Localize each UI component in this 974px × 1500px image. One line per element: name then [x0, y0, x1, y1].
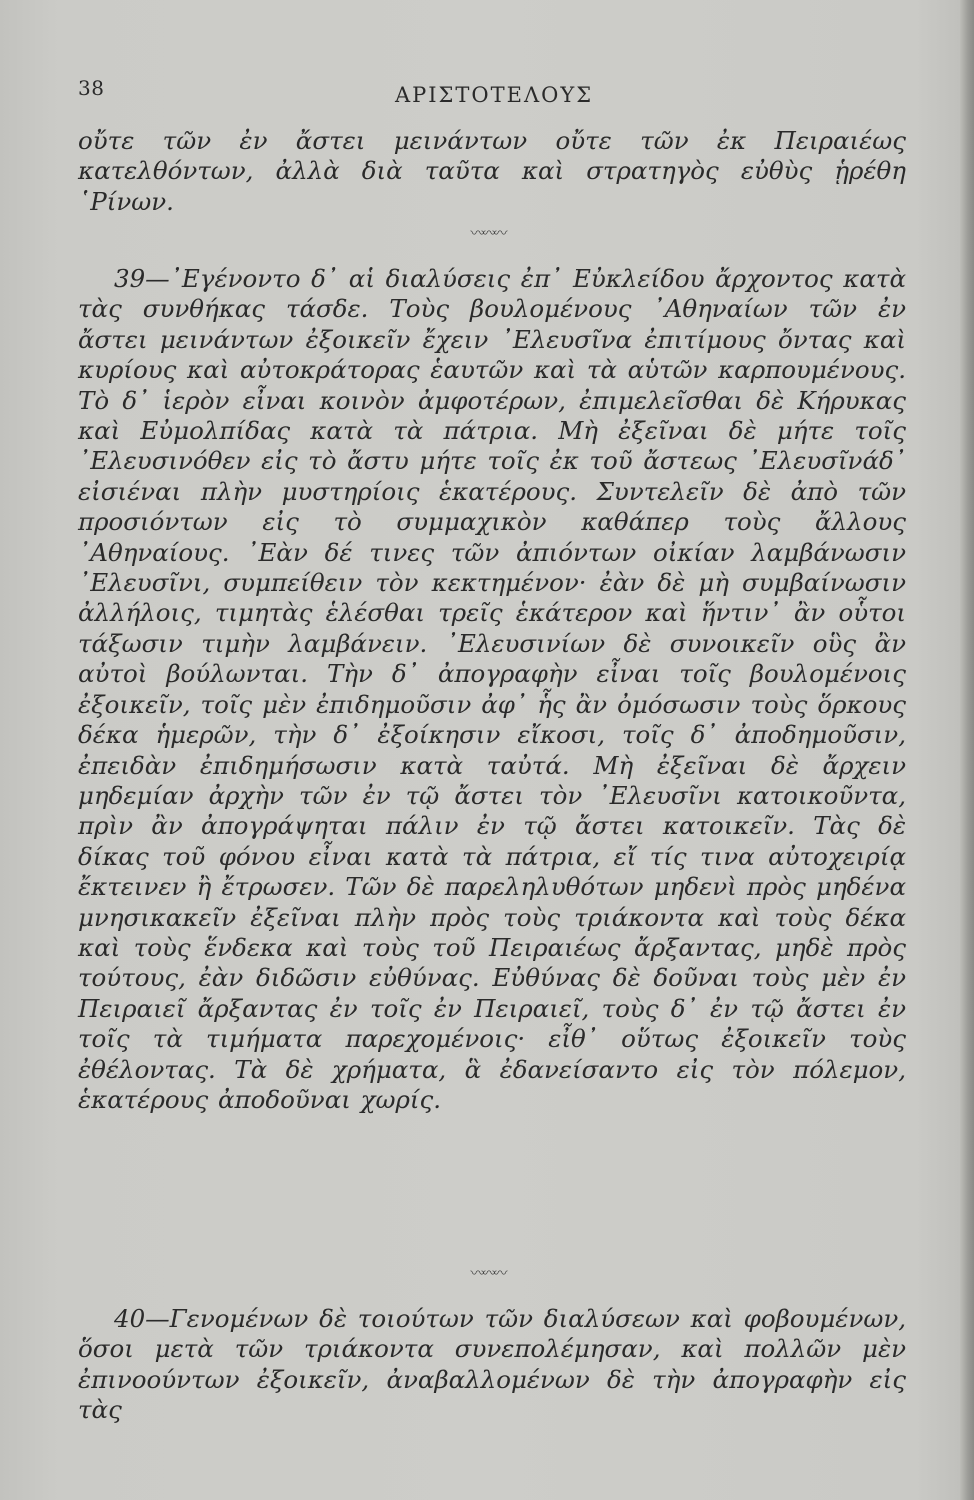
- paragraph-chapter-39: 39—᾿Εγένοντο δ᾿ αἱ διαλύσεις ἐπ᾿ Εὐκλείδου ἄρχοντος κατὰ τὰς συνθήκας τάσδε. Τοὺς βουλομένους ᾿Αθηναίων τῶν ἐν ἄστει μεινάντων ἐξοικεῖν ἔχειν ᾿Ελευσῖνα ἐπιτίμους ὄντας καὶ κυρίους καὶ αὐτοκράτορας ἑαυτῶν καὶ τὰ αὑτῶν καρπουμένους. Τὸ δ᾿ ἱερὸν εἶναι κοινὸν ἀμφοτέρων, ἐπιμελεῖσθαι δὲ Κήρυκας καὶ Εὐμολπίδας κατὰ τὰ πάτρια. Μὴ ἐξεῖναι δὲ μήτε τοῖς ᾿Ελευσινόθεν εἰς τὸ ἄστυ μήτε τοῖς ἐκ τοῦ ἄστεως ᾿Ελευσῖνάδ᾿ εἰσιέναι πλὴν μυστηρίοις ἑκατέρους. Συντελεῖν δὲ ἀπὸ τῶν προσιόντων εἰς τὸ συμμαχικὸν καθάπερ τοὺς ἄλλους ᾿Αθηναίους. ᾿Εὰν δέ τινες τῶν ἀπιόντων οἰκίαν λαμβάνωσιν ᾿Ελευσῖνι, συμπείθειν τὸν κεκτημένον· ἐὰν δὲ μὴ συμβαίνωσιν ἀλλήλοις, τιμητὰς ἑλέσθαι τρεῖς ἑκάτερον καὶ ἥντιν᾿ ἂν οὗτοι τάξωσιν τιμὴν λαμβάνειν. ᾿Ελευσινίων δὲ συνοικεῖν οὓς ἂν αὐτοὶ βούλωνται. Τὴν δ᾿ ἀπογραφὴν εἶναι τοῖς βουλομένοις ἐξοικεῖν, τοῖς μὲν ἐπιδημοῦσιν ἀφ᾿ ἧς ἂν ὀμόσωσιν τοὺς ὅρκους δέκα ἡμερῶν, τὴν δ᾿ ἐξοίκησιν εἴκοσι, τοῖς δ᾿ ἀποδημοῦσιν, ἐπειδὰν ἐπιδημήσωσιν κατὰ ταὐτά. Μὴ ἐξεῖναι δὲ ἄρχειν μηδεμίαν ἀρχὴν τῶν ἐν τῷ ἄστει τὸν ᾿Ελευσῖνι κατοικοῦντα, πρὶν ἂν ἀπογράψηται πάλιν ἐν τῷ ἄστει κατοικεῖν. Τὰς δὲ δίκας τοῦ φόνου εἶναι κατὰ τὰ πάτρια, εἴ τίς τινα αὐτοχειρίᾳ ἔκτεινεν ἢ ἔτρωσεν. Τῶν δὲ παρεληλυθότων μηδενὶ πρὸς μηδένα μνησικακεῖν ἐξεῖναι πλὴν πρὸς τοὺς τριάκοντα καὶ τοὺς δέκα καὶ τοὺς ἕνδεκα καὶ τοὺς τοῦ Πειραιέως ἄρξαντας, μηδὲ πρὸς τούτους, ἐὰν διδῶσιν εὐθύνας. Εὐθύνας δὲ δοῦναι τοὺς μὲν ἐν Πειραιεῖ ἄρξαντας ἐν τοῖς ἐν Πειραιεῖ, τοὺς δ᾿ ἐν τῷ ἄστει ἐν τοῖς τὰ τιμήματα παρεχομένοις· εἶθ᾿ οὕτως ἐξοικεῖν τοὺς ἐθέλοντας. Τὰ δὲ χρήματα, ἃ ἐδανείσαντο εἰς τὸν πόλεμον, ἑκατέρους ἀποδοῦναι χωρίς.: [78, 264, 906, 1114]
- chapter-39-block: [78, 264, 906, 1115]
- chapter-40-block: [78, 1304, 906, 1426]
- page-number: 38: [78, 76, 105, 100]
- section-separator: 〰〰〰: [470, 1264, 504, 1282]
- section-separator: 〰〰〰: [470, 224, 504, 242]
- paragraph-continuation: οὔτε τῶν ἐν ἄστει μεινάντων οὔτε τῶν ἐκ Πειραιέως κατελθόντων, ἀλλὰ διὰ ταῦτα καὶ στρατηγὸς εὐθὺς ᾑρέθη ῾Ρίνων.: [78, 126, 906, 216]
- continuation-paragraph: [78, 126, 906, 217]
- running-head: ΑΡΙΣΤΟΤΕΛΟΥΣ: [394, 83, 594, 107]
- paragraph-chapter-40: 40—Γενομένων δὲ τοιούτων τῶν διαλύσεων καὶ φοβουμένων, ὅσοι μετὰ τῶν τριάκοντα συνεπολέμησαν, καὶ πολλῶν μὲν ἐπινοούντων ἐξοικεῖν, ἀναβαλλομένων δὲ τὴν ἀπογραφὴν εἰς τὰς: [78, 1304, 906, 1425]
